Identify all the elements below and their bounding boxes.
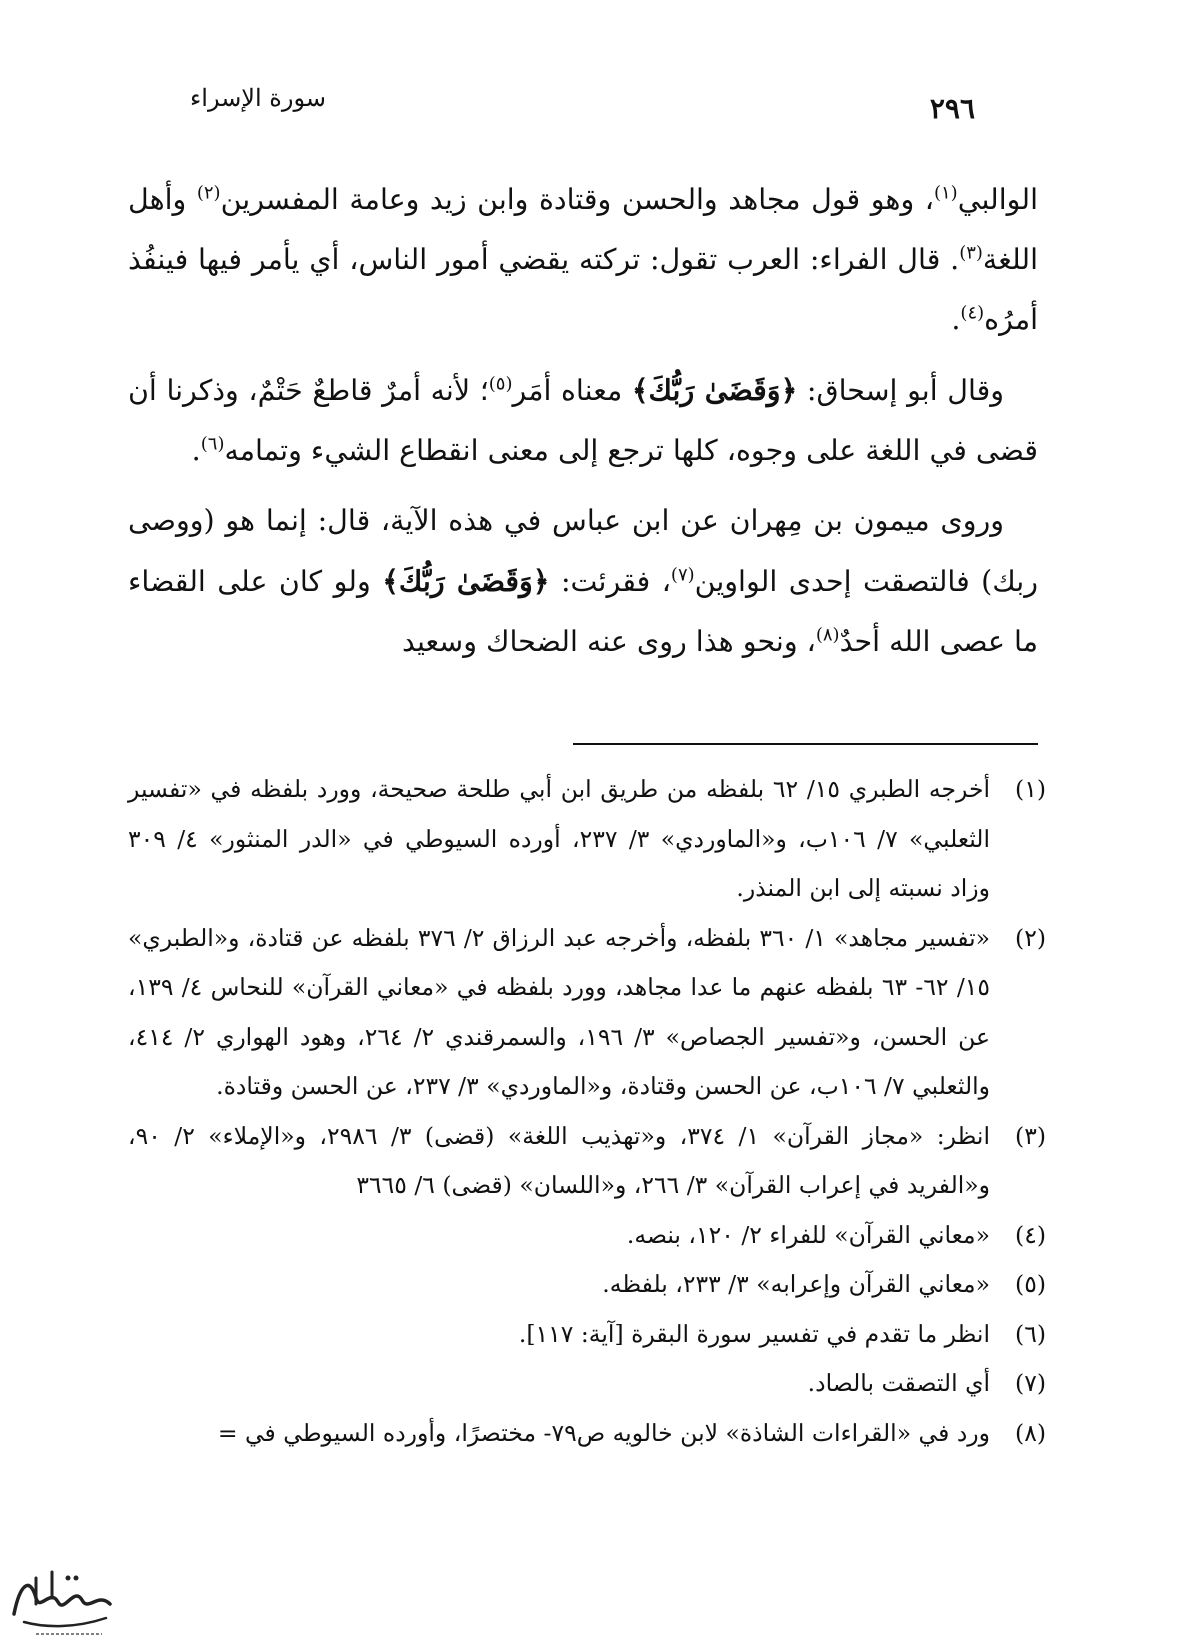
main-text	[128, 170, 1038, 672]
paragraph-2	[128, 360, 1038, 481]
text-run: وروى ميمون بن مِهران عن ابن عباس في هذه الآية، قال: إنما هو (ووصى ربك) فالتصقت إحدى الواوين	[128, 504, 1038, 598]
paragraph-3	[128, 491, 1038, 672]
footnote-number: (٢)	[1015, 923, 1046, 952]
footnote-text: أي التصقت بالصاد.	[807, 1369, 990, 1397]
publisher-logo	[6, 1558, 118, 1640]
footnote-ref-3[interactable]: (٣)	[959, 242, 983, 264]
footnote-number: (١)	[1015, 775, 1046, 803]
footnote-ref-5[interactable]: (٥)	[488, 373, 513, 395]
page-header	[180, 78, 975, 128]
text-run: وأهل اللغة	[128, 183, 1038, 276]
text-run: ، وهو قول مجاهد والحسن وقتادة وابن زيد وعامة المفسرين	[220, 183, 934, 216]
text-run: ، فقرئت:	[549, 565, 671, 598]
footnote-text: أخرجه الطبري ١٥/ ٦٢ بلفظه من طريق ابن أبي طلحة صحيحة، وورد بلفظه في «تفسير الثعلبي» ٧/ ١٠٦ب، و«الماوردي» ٣/ ٢٣٧، أورده السيوطي في «الدر المنثور» ٤/ ٣٠٩ وزاد نسبته إلى ابن المنذر.	[128, 775, 991, 902]
footnote-3	[128, 1112, 1046, 1211]
footnote-ref-2[interactable]: (٢)	[196, 182, 221, 204]
text-run: . قال الفراء: العرب تقول: تركته يقضي أمور الناس، أي يأمر فيها فينفُذ أمرُه	[128, 243, 1038, 336]
footnote-number: (٨)	[1015, 1418, 1046, 1447]
text-run: الوالبي	[957, 183, 1038, 216]
footnote-4	[128, 1211, 1046, 1261]
footnote-text: انظر ما تقدم في تفسير سورة البقرة [آية: ١١٧].	[518, 1319, 990, 1348]
footnote-1	[128, 765, 1046, 914]
sura-title: سورة الإسراء	[190, 84, 326, 112]
footnote-ref-1[interactable]: (١)	[933, 182, 958, 204]
text-run: ؛ لأنه أمرٌ قاطعٌ حَتْمٌ، وذكرنا أن قضى في اللغة على وجوه، كلها ترجع إلى معنى انقطاع الشيء وتمامه	[128, 374, 1038, 467]
footnote-5	[128, 1260, 1046, 1310]
footnote-8	[128, 1409, 1046, 1459]
quran-verse: ﴿وَقَضَىٰ رَبُّكَ﴾	[631, 373, 798, 407]
footnote-6	[128, 1310, 1046, 1360]
text-run: وقال أبو إسحاق:	[797, 374, 1005, 407]
footnote-number: (٣)	[1015, 1121, 1046, 1150]
footnote-number: (٧)	[1015, 1369, 1046, 1397]
page-number: ٢٩٦	[929, 92, 975, 125]
footnote-2	[128, 914, 1046, 1112]
footnote-7	[128, 1359, 1046, 1409]
footnote-ref-4[interactable]: (٤)	[960, 302, 985, 324]
text-run: .	[951, 303, 961, 336]
footnote-text: ورد في «القراءات الشاذة» لابن خالويه ص٧٩- مختصرًا، وأورده السيوطي في =	[217, 1418, 990, 1447]
footnote-ref-7[interactable]: (٧)	[670, 564, 695, 586]
text-run: .	[191, 434, 201, 467]
footnote-text: «معاني القرآن وإعرابه» ٣/ ٢٣٣، بلفظه.	[602, 1270, 990, 1298]
footnote-text: انظر: «مجاز القرآن» ١/ ٣٧٤، و«تهذيب اللغة» (قضى) ٣/ ٢٩٨٦، و«الإملاء» ٢/ ٩٠، و«الفريد في إعراب القرآن» ٣/ ٢٦٦، و«اللسان» (قضى) ٦/ ٣٦٦٥	[128, 1121, 990, 1199]
footnote-number: (٦)	[1015, 1319, 1046, 1348]
footnote-separator	[573, 743, 1038, 745]
footnote-number: (٤)	[1015, 1220, 1046, 1249]
paragraph-1	[128, 170, 1038, 350]
text-run: ، ونحو هذا روى عنه الضحاك وسعيد	[402, 625, 816, 658]
footnote-number: (٥)	[1015, 1270, 1046, 1298]
footnote-text: «تفسير مجاهد» ١/ ٣٦٠ بلفظه، وأخرجه عبد الرزاق ٢/ ٣٧٦ بلفظه عن قتادة، و«الطبري» ١٥/ ٦٢- ٦٣ بلفظه عنهم ما عدا مجاهد، وورد بلفظه في «معاني القرآن» للنحاس ٤/ ١٣٩، عن الحسن، و«تفسير الجصاص» ٣/ ١٩٦، والسمرقندي ٢/ ٢٦٤، وهود الهواري ٢/ ٤١٤، والثعلبي ٧/ ١٠٦ب، عن الحسن وقتادة، و«الماوردي» ٣/ ٢٣٧، عن الحسن وقتادة.	[128, 923, 991, 1100]
quran-verse: ﴿وَقَضَىٰ رَبُّكَ﴾	[382, 564, 550, 598]
footnote-ref-6[interactable]: (٦)	[200, 433, 225, 455]
footnotes	[128, 765, 1046, 1458]
text-run: ولو كان على القضاء ما عصى الله أحدٌ	[128, 565, 1038, 658]
footnote-text: «معاني القرآن» للفراء ٢/ ١٢٠، بنصه.	[626, 1220, 990, 1249]
footnote-ref-8[interactable]: (٨)	[815, 624, 840, 646]
text-run: معناه أمَر	[512, 374, 632, 407]
